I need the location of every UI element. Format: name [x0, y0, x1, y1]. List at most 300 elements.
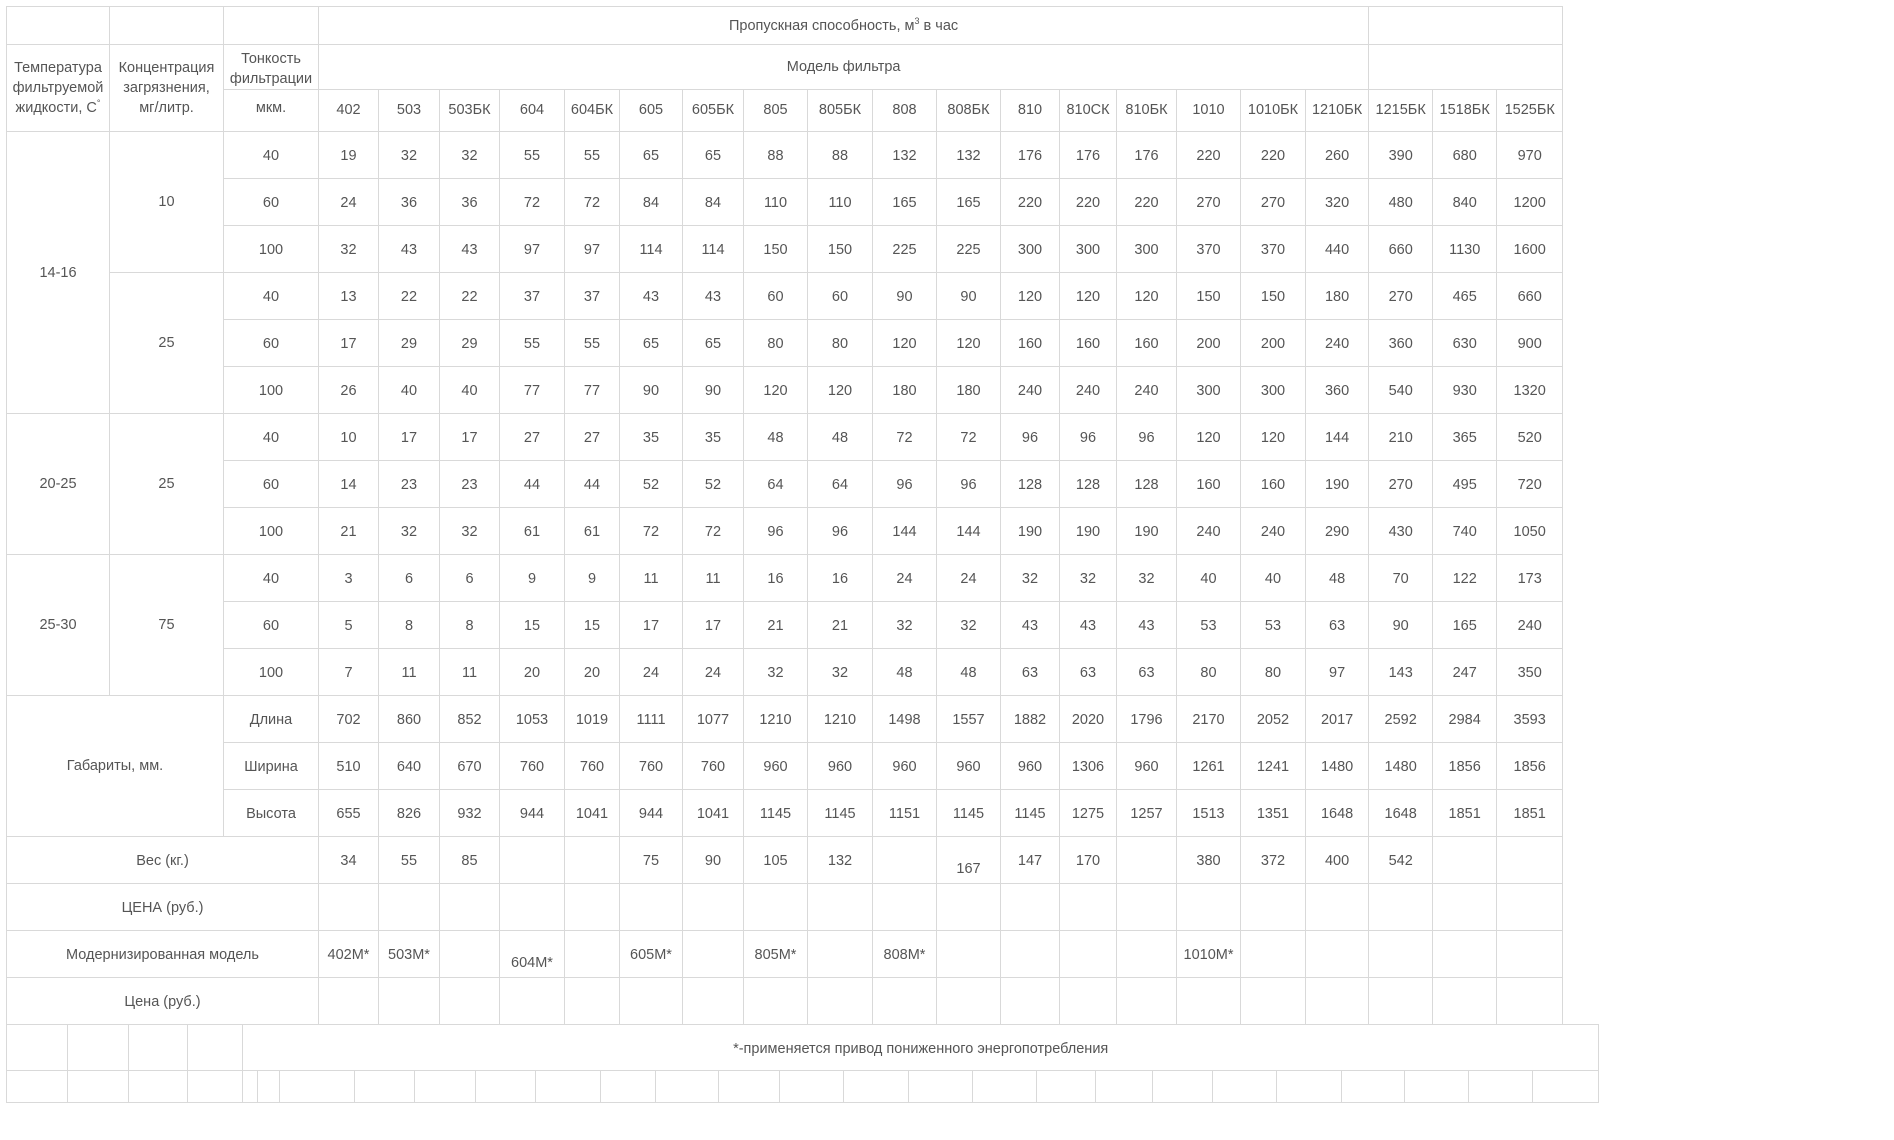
weight-value-cell: 147 — [1001, 837, 1060, 884]
throughput-value-cell: 176 — [1060, 132, 1117, 179]
weight-label: Вес (кг.) — [7, 837, 319, 884]
price-label: ЦЕНА (руб.) — [7, 884, 319, 931]
price2-value-cell — [1117, 978, 1177, 1025]
throughput-value-cell: 52 — [683, 461, 744, 508]
dimension-value-cell: 2017 — [1306, 696, 1369, 743]
throughput-value-cell: 173 — [1497, 555, 1563, 602]
model-name-cell: 808 — [873, 90, 937, 132]
throughput-value-cell: 32 — [1117, 555, 1177, 602]
throughput-value-cell: 200 — [1241, 320, 1306, 367]
throughput-value-cell: 180 — [1306, 273, 1369, 320]
throughput-value-cell: 61 — [500, 508, 565, 555]
throughput-value-cell: 32 — [744, 649, 808, 696]
throughput-value-cell: 165 — [1433, 602, 1497, 649]
dimension-value-cell: 1257 — [1117, 790, 1177, 837]
empty-cell — [280, 1071, 355, 1103]
throughput-value-cell: 144 — [937, 508, 1001, 555]
throughput-value-cell: 720 — [1497, 461, 1563, 508]
modernized-row — [7, 931, 1563, 978]
fineness-cell: 60 — [224, 602, 319, 649]
throughput-value-cell: 165 — [937, 179, 1001, 226]
price-row — [7, 884, 1563, 931]
dimension-value-cell: 1513 — [1177, 790, 1241, 837]
throughput-value-cell: 360 — [1306, 367, 1369, 414]
table-row — [7, 602, 1563, 649]
modernized-value-cell: 503М* — [379, 931, 440, 978]
dimension-value-cell: 640 — [379, 743, 440, 790]
throughput-value-cell: 80 — [744, 320, 808, 367]
dimension-value-cell: 1275 — [1060, 790, 1117, 837]
fineness-cell: 60 — [224, 461, 319, 508]
throughput-value-cell: 176 — [1001, 132, 1060, 179]
fineness-cell: 100 — [224, 649, 319, 696]
price-value-cell — [379, 884, 440, 931]
price-value-cell — [1177, 884, 1241, 931]
throughput-value-cell: 70 — [1369, 555, 1433, 602]
throughput-value-cell: 495 — [1433, 461, 1497, 508]
price2-value-cell — [379, 978, 440, 1025]
throughput-value-cell: 970 — [1497, 132, 1563, 179]
price2-value-cell — [683, 978, 744, 1025]
throughput-value-cell: 64 — [808, 461, 873, 508]
throughput-value-cell: 144 — [1306, 414, 1369, 461]
empty-cell — [1096, 1071, 1153, 1103]
dimension-value-cell: 960 — [1001, 743, 1060, 790]
empty-cell — [258, 1071, 280, 1103]
footnote-empty-cell — [129, 1025, 188, 1071]
dimension-value-cell: 1648 — [1369, 790, 1433, 837]
modernized-value-cell — [808, 931, 873, 978]
throughput-value-cell: 96 — [1060, 414, 1117, 461]
price2-value-cell — [873, 978, 937, 1025]
throughput-value-cell: 390 — [1369, 132, 1433, 179]
modernized-value-cell — [1433, 931, 1497, 978]
throughput-value-cell: 55 — [500, 132, 565, 179]
empty-cell — [909, 1071, 973, 1103]
throughput-value-cell: 24 — [937, 555, 1001, 602]
price2-value-cell — [1001, 978, 1060, 1025]
dimension-value-cell: 2592 — [1369, 696, 1433, 743]
weight-value-cell: 34 — [319, 837, 379, 884]
throughput-value-cell: 44 — [500, 461, 565, 508]
throughput-value-cell: 144 — [873, 508, 937, 555]
dimension-value-cell: 826 — [379, 790, 440, 837]
throughput-value-cell: 97 — [500, 226, 565, 273]
throughput-value-cell: 21 — [808, 602, 873, 649]
dimension-value-cell: 960 — [808, 743, 873, 790]
throughput-value-cell: 72 — [873, 414, 937, 461]
throughput-value-cell: 128 — [1001, 461, 1060, 508]
model-name-cell: 1210БК — [1306, 90, 1369, 132]
price2-value-cell — [1433, 978, 1497, 1025]
throughput-value-cell: 72 — [500, 179, 565, 226]
throughput-value-cell: 37 — [565, 273, 620, 320]
throughput-value-cell: 300 — [1001, 226, 1060, 273]
throughput-value-cell: 43 — [1117, 602, 1177, 649]
throughput-value-cell: 97 — [565, 226, 620, 273]
throughput-value-cell: 160 — [1177, 461, 1241, 508]
throughput-value-cell: 27 — [500, 414, 565, 461]
dimension-value-cell: 1480 — [1306, 743, 1369, 790]
throughput-value-cell: 88 — [808, 132, 873, 179]
throughput-value-cell: 190 — [1001, 508, 1060, 555]
throughput-value-cell: 65 — [683, 320, 744, 367]
dimension-value-cell: 1306 — [1060, 743, 1117, 790]
throughput-value-cell: 48 — [873, 649, 937, 696]
throughput-value-cell: 90 — [620, 367, 683, 414]
throughput-value-cell: 114 — [620, 226, 683, 273]
throughput-value-cell: 55 — [565, 320, 620, 367]
price2-value-cell — [1497, 978, 1563, 1025]
price2-value-cell — [319, 978, 379, 1025]
footnote-table — [6, 1024, 1599, 1103]
table-row — [7, 555, 1563, 602]
dimension-value-cell: 1019 — [565, 696, 620, 743]
throughput-value-cell: 270 — [1369, 461, 1433, 508]
dimension-name-cell: Длина — [224, 696, 319, 743]
throughput-value-cell: 150 — [1241, 273, 1306, 320]
table-row — [7, 508, 1563, 555]
price2-value-cell — [440, 978, 500, 1025]
throughput-value-cell: 15 — [500, 602, 565, 649]
weight-value-cell — [1497, 837, 1563, 884]
throughput-value-cell: 180 — [873, 367, 937, 414]
price-value-cell — [873, 884, 937, 931]
empty-cell — [656, 1071, 719, 1103]
empty-cell — [476, 1071, 536, 1103]
throughput-value-cell: 128 — [1060, 461, 1117, 508]
throughput-value-cell: 11 — [620, 555, 683, 602]
dimension-value-cell: 1882 — [1001, 696, 1060, 743]
throughput-value-cell: 55 — [500, 320, 565, 367]
fineness-cell: 40 — [224, 555, 319, 602]
throughput-value-cell: 160 — [1060, 320, 1117, 367]
price-value-cell — [683, 884, 744, 931]
throughput-value-cell: 72 — [937, 414, 1001, 461]
dimension-value-cell: 655 — [319, 790, 379, 837]
price-value-cell — [565, 884, 620, 931]
model-name-cell: 503БК — [440, 90, 500, 132]
throughput-value-cell: 1050 — [1497, 508, 1563, 555]
modernized-value-cell — [1001, 931, 1060, 978]
temperature-cell: 20-25 — [7, 414, 110, 555]
fineness-unit: мкм. — [224, 90, 319, 132]
dimension-value-cell: 1210 — [808, 696, 873, 743]
table-row — [7, 649, 1563, 696]
dimension-value-cell: 1856 — [1433, 743, 1497, 790]
throughput-value-cell: 53 — [1241, 602, 1306, 649]
dimension-value-cell: 1796 — [1117, 696, 1177, 743]
concentration-cell: 75 — [110, 555, 224, 696]
throughput-value-cell: 65 — [620, 132, 683, 179]
throughput-value-cell: 740 — [1433, 508, 1497, 555]
throughput-value-cell: 77 — [500, 367, 565, 414]
throughput-unit-superscript: 3 — [914, 15, 920, 26]
throughput-value-cell: 120 — [1060, 273, 1117, 320]
model-name-cell: 503 — [379, 90, 440, 132]
throughput-value-cell: 290 — [1306, 508, 1369, 555]
throughput-value-cell: 17 — [379, 414, 440, 461]
throughput-value-cell: 176 — [1117, 132, 1177, 179]
throughput-value-cell: 220 — [1117, 179, 1177, 226]
weight-value-cell: 75 — [620, 837, 683, 884]
modernized-label: Модернизированная модель — [7, 931, 319, 978]
dimension-value-cell: 702 — [319, 696, 379, 743]
throughput-value-cell: 32 — [319, 226, 379, 273]
model-name-cell: 1215БК — [1369, 90, 1433, 132]
header-empty-cell — [1369, 7, 1563, 45]
weight-value-cell: 132 — [808, 837, 873, 884]
throughput-value-cell: 150 — [1177, 273, 1241, 320]
dimensions-row — [7, 743, 1563, 790]
dimensions-row — [7, 790, 1563, 837]
throughput-value-cell: 90 — [683, 367, 744, 414]
throughput-value-cell: 53 — [1177, 602, 1241, 649]
throughput-value-cell: 270 — [1241, 179, 1306, 226]
modernized-value-cell — [440, 931, 500, 978]
model-name-cell: 1010 — [1177, 90, 1241, 132]
dimension-value-cell: 1480 — [1369, 743, 1433, 790]
throughput-value-cell: 48 — [744, 414, 808, 461]
throughput-value-cell: 48 — [808, 414, 873, 461]
filter-spec-table-container — [6, 6, 1599, 1103]
throughput-value-cell: 7 — [319, 649, 379, 696]
dimensions-label: Габариты, мм. — [7, 696, 224, 837]
modernized-value-cell: 605М* — [620, 931, 683, 978]
throughput-value-cell: 96 — [937, 461, 1001, 508]
header-empty-cell — [224, 7, 319, 45]
fineness-header-text: Тонкость фильтрации — [229, 51, 313, 87]
concentration-cell: 25 — [110, 414, 224, 555]
throughput-value-cell: 480 — [1369, 179, 1433, 226]
empty-cell — [1213, 1071, 1277, 1103]
throughput-value-cell: 270 — [1369, 273, 1433, 320]
throughput-value-cell: 21 — [319, 508, 379, 555]
price2-value-cell — [808, 978, 873, 1025]
throughput-value-cell: 210 — [1369, 414, 1433, 461]
price-value-cell — [500, 884, 565, 931]
empty-cell — [844, 1071, 909, 1103]
throughput-value-cell: 40 — [440, 367, 500, 414]
price2-value-cell — [1177, 978, 1241, 1025]
dimension-value-cell: 1111 — [620, 696, 683, 743]
throughput-value-cell: 128 — [1117, 461, 1177, 508]
fineness-cell: 100 — [224, 367, 319, 414]
throughput-value-cell: 60 — [744, 273, 808, 320]
dimension-value-cell: 852 — [440, 696, 500, 743]
throughput-value-cell: 360 — [1369, 320, 1433, 367]
empty-cell — [1277, 1071, 1342, 1103]
throughput-value-cell: 1200 — [1497, 179, 1563, 226]
weight-row — [7, 837, 1563, 884]
throughput-value-cell: 90 — [1369, 602, 1433, 649]
dimension-value-cell: 670 — [440, 743, 500, 790]
modernized-value-cell: 805М* — [744, 931, 808, 978]
model-name-cell: 1518БК — [1433, 90, 1497, 132]
header-row-model — [7, 45, 1563, 90]
throughput-value-cell: 36 — [440, 179, 500, 226]
throughput-value-cell: 43 — [1060, 602, 1117, 649]
throughput-value-cell: 150 — [808, 226, 873, 273]
fineness-cell: 40 — [224, 273, 319, 320]
weight-value-cell: 90 — [683, 837, 744, 884]
modernized-value-cell — [1497, 931, 1563, 978]
throughput-value-cell: 32 — [937, 602, 1001, 649]
dimension-name-cell: Высота — [224, 790, 319, 837]
throughput-value-cell: 220 — [1241, 132, 1306, 179]
price2-value-cell — [1369, 978, 1433, 1025]
throughput-value-cell: 17 — [683, 602, 744, 649]
price-value-cell — [1497, 884, 1563, 931]
price2-row — [7, 978, 1563, 1025]
price2-value-cell — [1306, 978, 1369, 1025]
dimension-value-cell: 1053 — [500, 696, 565, 743]
throughput-value-cell: 160 — [1241, 461, 1306, 508]
model-name-cell: 605 — [620, 90, 683, 132]
throughput-value-cell: 240 — [1497, 602, 1563, 649]
empty-cell — [601, 1071, 656, 1103]
throughput-value-cell: 32 — [873, 602, 937, 649]
dimension-value-cell: 2020 — [1060, 696, 1117, 743]
fineness-cell: 60 — [224, 179, 319, 226]
header-empty-cell — [7, 7, 110, 45]
weight-value-cell: 542 — [1369, 837, 1433, 884]
throughput-value-cell: 900 — [1497, 320, 1563, 367]
throughput-value-cell: 48 — [937, 649, 1001, 696]
table-row — [7, 414, 1563, 461]
price-value-cell — [1001, 884, 1060, 931]
table-row — [7, 273, 1563, 320]
throughput-value-cell: 65 — [620, 320, 683, 367]
throughput-value-cell: 365 — [1433, 414, 1497, 461]
dimension-value-cell: 1145 — [937, 790, 1001, 837]
throughput-value-cell: 84 — [620, 179, 683, 226]
throughput-value-cell: 114 — [683, 226, 744, 273]
fineness-cell: 100 — [224, 508, 319, 555]
throughput-value-cell: 55 — [565, 132, 620, 179]
modernized-value-cell — [1117, 931, 1177, 978]
throughput-value-cell: 220 — [1001, 179, 1060, 226]
modernized-value-cell — [1306, 931, 1369, 978]
throughput-value-cell: 10 — [319, 414, 379, 461]
empty-cell — [68, 1071, 129, 1103]
throughput-value-cell: 32 — [440, 132, 500, 179]
throughput-value-cell: 63 — [1001, 649, 1060, 696]
throughput-value-cell: 150 — [744, 226, 808, 273]
price2-value-cell — [1241, 978, 1306, 1025]
dimension-name-cell: Ширина — [224, 743, 319, 790]
throughput-value-cell: 96 — [1117, 414, 1177, 461]
throughput-value-cell: 247 — [1433, 649, 1497, 696]
modernized-value-cell: 402М* — [319, 931, 379, 978]
dimension-value-cell: 760 — [620, 743, 683, 790]
throughput-value-cell: 370 — [1177, 226, 1241, 273]
modernized-value-cell — [1241, 931, 1306, 978]
empty-cell — [1342, 1071, 1405, 1103]
table-row — [7, 226, 1563, 273]
throughput-value-cell: 540 — [1369, 367, 1433, 414]
throughput-value-cell: 132 — [873, 132, 937, 179]
empty-cell — [780, 1071, 844, 1103]
dimension-value-cell: 1145 — [808, 790, 873, 837]
throughput-value-cell: 320 — [1306, 179, 1369, 226]
throughput-value-cell: 35 — [620, 414, 683, 461]
throughput-value-cell: 300 — [1241, 367, 1306, 414]
model-name-cell: 810 — [1001, 90, 1060, 132]
model-name-cell: 402 — [319, 90, 379, 132]
throughput-value-cell: 43 — [440, 226, 500, 273]
throughput-value-cell: 24 — [620, 649, 683, 696]
throughput-value-cell: 1600 — [1497, 226, 1563, 273]
throughput-value-cell: 9 — [500, 555, 565, 602]
model-name-cell: 805БК — [808, 90, 873, 132]
fineness-header — [224, 45, 319, 90]
footnote-empty-cell — [68, 1025, 129, 1071]
throughput-value-cell: 120 — [744, 367, 808, 414]
weight-value-cell: 400 — [1306, 837, 1369, 884]
modernized-value-cell — [683, 931, 744, 978]
modernized-value-cell: 1010М* — [1177, 931, 1241, 978]
dimension-value-cell: 2984 — [1433, 696, 1497, 743]
throughput-value-cell: 44 — [565, 461, 620, 508]
modernized-value-cell — [1060, 931, 1117, 978]
throughput-value-cell: 240 — [1060, 367, 1117, 414]
throughput-value-cell: 84 — [683, 179, 744, 226]
throughput-value-cell: 240 — [1177, 508, 1241, 555]
throughput-value-cell: 110 — [808, 179, 873, 226]
throughput-value-cell: 63 — [1060, 649, 1117, 696]
throughput-value-cell: 660 — [1497, 273, 1563, 320]
model-header: Модель фильтра — [319, 45, 1369, 90]
throughput-value-cell: 20 — [565, 649, 620, 696]
empty-cell — [1533, 1071, 1599, 1103]
throughput-value-cell: 32 — [379, 132, 440, 179]
throughput-value-cell: 240 — [1117, 367, 1177, 414]
throughput-value-cell: 43 — [620, 273, 683, 320]
throughput-value-cell: 190 — [1306, 461, 1369, 508]
throughput-value-cell: 17 — [319, 320, 379, 367]
price-value-cell — [937, 884, 1001, 931]
dimension-value-cell: 1856 — [1497, 743, 1563, 790]
throughput-value-cell: 160 — [1001, 320, 1060, 367]
throughput-value-cell: 8 — [379, 602, 440, 649]
throughput-value-cell: 240 — [1001, 367, 1060, 414]
temperature-cell: 25-30 — [7, 555, 110, 696]
throughput-value-cell: 240 — [1306, 320, 1369, 367]
weight-value-cell: 167 — [937, 837, 1001, 884]
throughput-value-cell: 13 — [319, 273, 379, 320]
model-name-cell: 805 — [744, 90, 808, 132]
throughput-value-cell: 270 — [1177, 179, 1241, 226]
throughput-value-cell: 8 — [440, 602, 500, 649]
modernized-value-cell: 604М* — [500, 931, 565, 978]
throughput-value-cell: 120 — [1241, 414, 1306, 461]
throughput-value-cell: 840 — [1433, 179, 1497, 226]
dimension-value-cell: 760 — [565, 743, 620, 790]
footnote-text: *-применяется привод пониженного энергопотребления — [243, 1025, 1599, 1071]
throughput-value-cell: 3 — [319, 555, 379, 602]
table-row — [7, 179, 1563, 226]
header-empty-cell — [110, 7, 224, 45]
empty-cell — [719, 1071, 780, 1103]
throughput-value-cell: 6 — [440, 555, 500, 602]
throughput-value-cell: 120 — [873, 320, 937, 367]
dimension-value-cell: 510 — [319, 743, 379, 790]
dimension-value-cell: 1261 — [1177, 743, 1241, 790]
throughput-value-cell: 35 — [683, 414, 744, 461]
price-value-cell — [744, 884, 808, 931]
throughput-value-cell: 72 — [683, 508, 744, 555]
